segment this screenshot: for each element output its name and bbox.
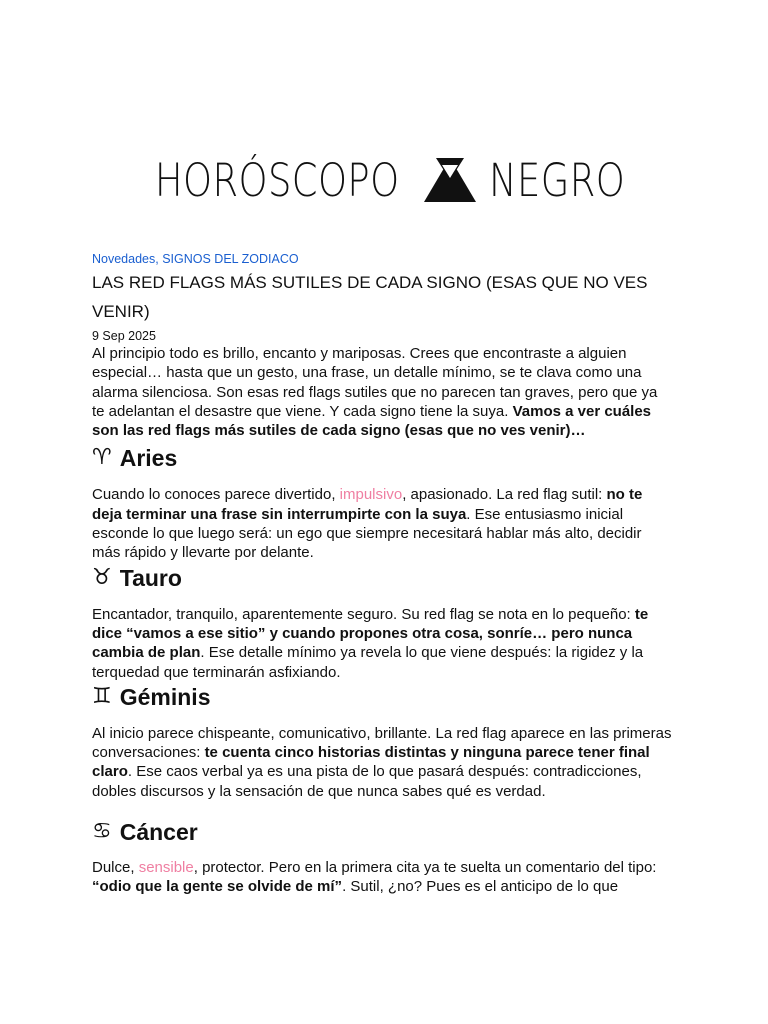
heading-aries (92, 443, 672, 473)
paragraph-tauro (92, 605, 672, 682)
heading-tauro (92, 563, 672, 593)
cancer-text-2: , protector. Pero en la primera cita ya te suelta un comentario del tipo: (193, 859, 657, 877)
paragraph-cancer (92, 858, 672, 897)
gemini-icon: ♊ (92, 683, 112, 709)
heading-aries-label: Aries (119, 445, 178, 472)
aries-text-2: , apasionado. La red flag sutil: (402, 486, 607, 504)
cancer-text-1: Dulce, (92, 859, 139, 877)
category-separator: , (155, 252, 163, 266)
paragraph-aries (92, 485, 672, 562)
heading-geminis (92, 682, 672, 712)
heading-geminis-label: Géminis (119, 683, 211, 710)
logo-text-right: NEGRO (489, 153, 626, 207)
cancer-bold-text: “odio que la gente se olvide de mí” (92, 878, 343, 896)
paragraph-geminis (92, 724, 672, 801)
cancer-icon: ♋ (92, 819, 112, 845)
link-impulsivo[interactable]: impulsivo (339, 486, 403, 504)
logo-text-left: HORÓSCOPO (154, 153, 400, 207)
geminis-text-1: Al inicio parece chispeante, comunicativo, brillante. La red flag aparece en las primeras conversaciones: (92, 724, 672, 762)
taurus-icon: ♉ (92, 564, 112, 590)
post-title: LAS RED FLAGS MÁS SUTILES DE CADA SIGNO (ESAS QUE NO VES VENIR) (92, 273, 648, 321)
geminis-text-2: . Ese caos verbal ya es una pista de lo que pasará después: contradicciones, dobles discursos y la sensación de que nunca sabes qué es verdad. (92, 763, 642, 800)
article (92, 250, 672, 897)
aries-text-1: Cuando lo conoces parece divertido, (92, 486, 340, 504)
heading-cancer (92, 817, 672, 847)
geminis-bold-text: te cuenta cinco historias distintas y ninguna parece tener final claro (92, 744, 650, 781)
post-categories (92, 250, 672, 268)
aries-icon: ♈ (92, 445, 112, 471)
category-link-signos[interactable]: SIGNOS DEL ZODIACO (162, 252, 299, 266)
aries-text-3: . Ese entusiasmo inicial esconde lo que luego será: un ego que siempre necesitará hablar más alto, decidir más rápido y llevarte por delante. (92, 505, 642, 562)
tauro-text-2: . Ese detalle mínimo ya revela lo que viene después: la rigidez y la terquedad que terminarán asfixiando. (92, 644, 644, 681)
intro-text: Al principio todo es brillo, encanto y mariposas. Crees que encontraste a alguien especial… hasta que un gesto, una frase, un detalle mínimo, se te clava como una alarma silenciosa. Son esas red flags sutiles que no parecen tan graves, pero que ya te adelantan el desastre que viene. Y cada signo tiene la suya. (92, 345, 658, 420)
tauro-text-1: Encantador, tranquilo, aparentemente seguro. Su red flag se nota en lo pequeño: (92, 605, 635, 623)
heading-tauro-label: Tauro (119, 564, 182, 591)
intro-bold-text: Vamos a ver cuáles son las red flags más sutiles de cada signo (esas que no ves venir)… (92, 402, 652, 440)
tauro-bold-text: te dice “vamos a ese sitio” y cuando propones otra cosa, sonríe… pero nunca cambia de plan (92, 605, 649, 662)
category-link-novedades[interactable]: Novedades (92, 252, 156, 266)
cancer-text-3: . Sutil, ¿no? Pues es el anticipo de lo que (342, 878, 619, 896)
link-sensible[interactable]: sensible (138, 859, 194, 877)
heading-cancer-label: Cáncer (119, 819, 198, 846)
aries-bold-text: no te deja terminar una frase sin interrumpirte con la suya (92, 486, 643, 523)
triangle-logo-icon (422, 156, 478, 204)
post-date: 9 Sep 2025 (92, 329, 156, 343)
site-logo[interactable] (0, 152, 768, 208)
intro-paragraph (92, 344, 672, 440)
